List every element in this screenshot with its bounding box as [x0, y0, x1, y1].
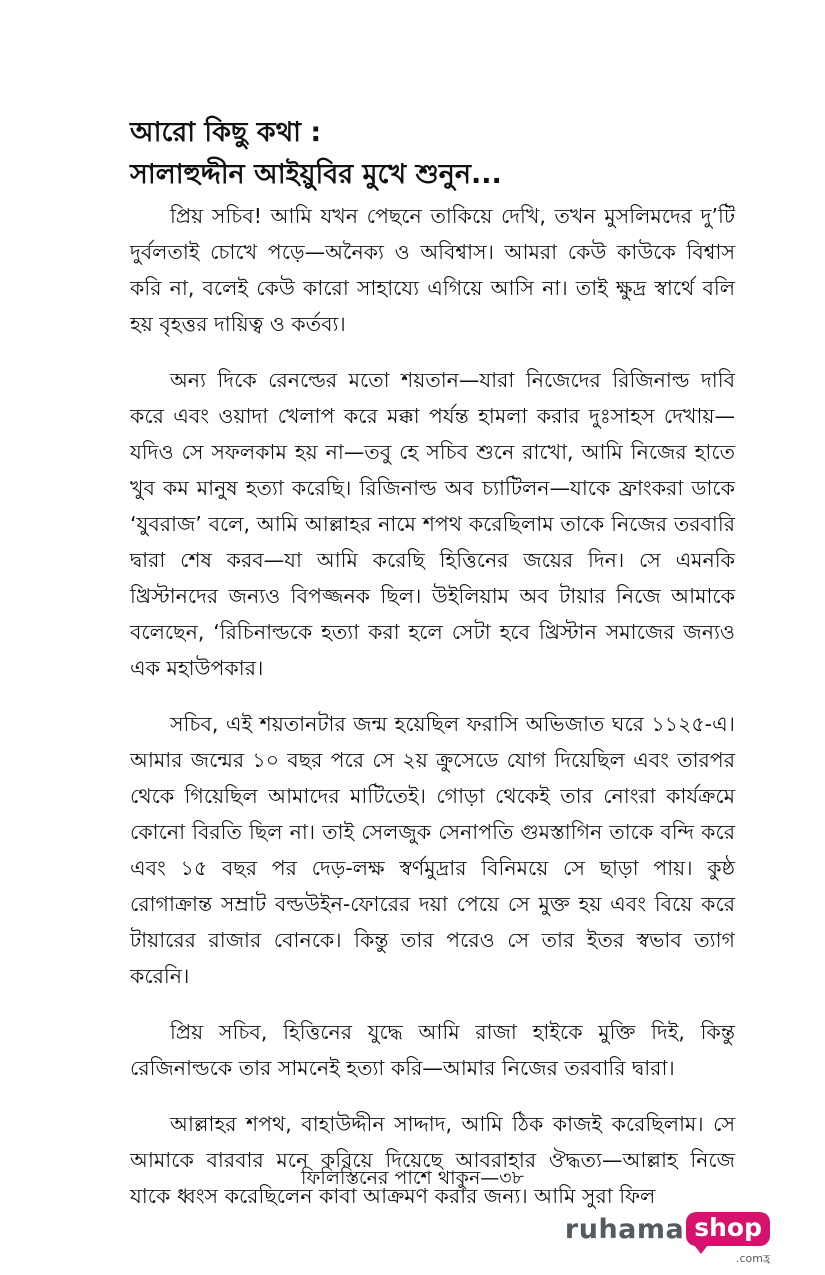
paragraph-3: সচিব, এই শয়তানটার জন্ম হয়েছিল ফরাসি অভিজাত ঘরে ১১২৫-এ। আমার জন্মের ১০ বছর পরে সে ২য় ক্রুসেডে যোগ দিয়েছিল এবং তারপর থেকে গিয়েছিল আমাদের মাটিতেই। গোড়া থেকেই তার নোংরা কার্যক্রমে কোনো বিরতি ছিল না। তাই সেলজুক সেনাপতি গুমস্তাগিন তাকে বন্দি করে এবং ১৫ বছর পর দেড়-লক্ষ স্বর্ণমুদ্রার বিনিময়ে সে ছাড়া পায়। কুষ্ঠ রোগাক্রান্ত সম্রাট বল্ডউইন-ফোরের দয়া পেয়ে সে মুক্ত হয় এবং বিয়ে করে টায়ারের রাজার বোনকে। কিন্তু তার পরেও সে তার ইতর স্বভাব ত্যাগ করেনি।	[130, 712, 735, 988]
paragraph-5: আল্লাহর শপথ, বাহাউদ্দীন সাদ্দাদ, আমি ঠিক কাজই করেছিলাম। সে আমাকে বারবার মনে করিয়ে দিয়েছে আবরাহার ঔদ্ধত্য—আল্লাহ নিজে যাকে ধ্বংস করেছিলেন কাবা আক্রমণ করার জন্য। আমি সুরা ফিল	[130, 1112, 735, 1208]
logo-badge: shop	[686, 1212, 770, 1246]
section-subheading: সালাহুদ্দীন আইয়ুবির মুখে শুনুন...	[130, 159, 502, 190]
paragraph-4: প্রিয় সচিব, হিত্তিনের যুদ্ধে আমি রাজা হাইকে মুক্তি দিই, কিন্তু রেজিনাল্ডকে তার সামনেই হত্যা করি—আমার নিজের তরবারি দ্বারা।	[130, 1020, 735, 1080]
logo-text: ruhama	[564, 1214, 685, 1245]
publisher-logo	[564, 1212, 770, 1265]
page-footer: ফিলিস্তিনের পাশে থাকুন—৩৮	[301, 1167, 524, 1189]
paragraph-1: প্রিয় সচিব! আমি যখন পেছনে তাকিয়ে দেখি, তখন মুসলিমদের দু’টি দুর্বলতাই চোখে পড়ে—অনৈক্য ও অবিশ্বাস। আমরা কেউ কাউকে বিশ্বাস করি না, বলেই কেউ কারো সাহায্যে এগিয়ে আসি না। তাই ক্ষুদ্র স্বার্থে বলি হয় বৃহত্তর দায়িত্ব ও কর্তব্য।	[130, 204, 735, 336]
section-heading: আরো কিছু কথা :	[130, 117, 322, 148]
paragraph-2: অন্য দিকে রেনল্ডের মতো শয়তান—যারা নিজেদের রিজিনাল্ড দাবি করে এবং ওয়াদা খেলাপ করে মক্কা পর্যন্ত হামলা করার দুঃসাহস দেখায়—যদিও সে সফলকাম হয় না—তবু হে সচিব শুনে রাখো, আমি নিজের হাতে খুব কম মানুষ হত্যা করেছি। রিজিনাল্ড অব চ্যাটিলন—যাকে ফ্রাংকরা ডাকে ‘যুবরাজ’ বলে, আমি আল্লাহর নামে শপথ করেছিলাম তাকে নিজের তরবারি দ্বারা শেষ করব—যা আমি করেছি হিত্তিনের জয়ের দিন। সে এমনকি খ্রিস্টানদের জন্যও বিপজ্জনক ছিল। উইলিয়াম অব টায়ার নিজে আমাকে বলেছেন, ‘রিচিনাল্ডকে হত্যা করা হলে সেটা হবে খ্রিস্টান সমাজের জন্যও এক মহাউপকার।	[130, 368, 735, 680]
page-content	[130, 112, 735, 1234]
logo-domain: .comহ্র	[735, 1252, 770, 1265]
